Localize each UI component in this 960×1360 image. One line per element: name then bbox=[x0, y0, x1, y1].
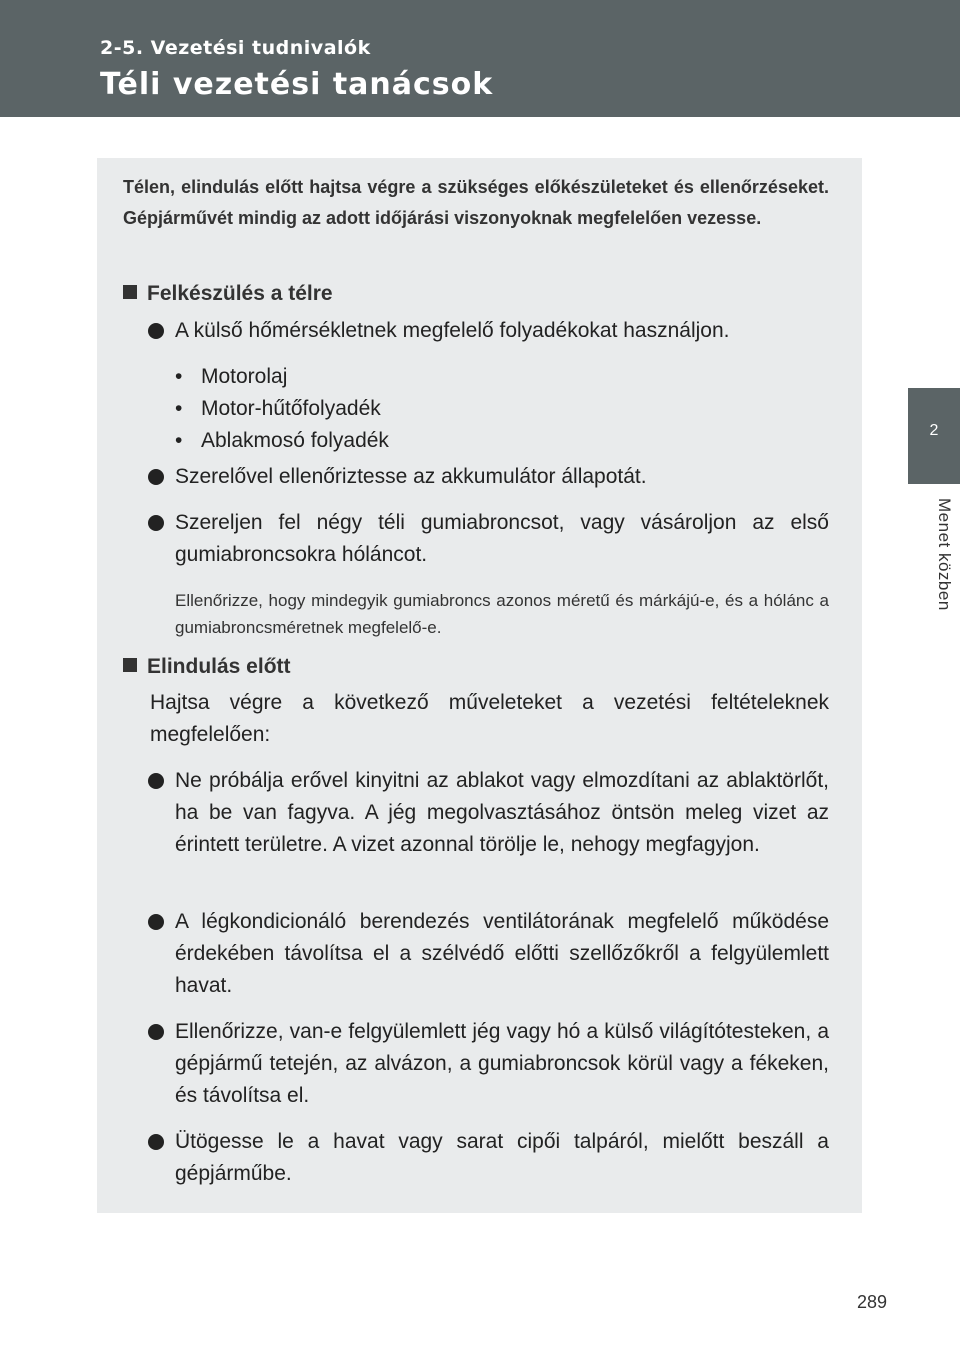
bullet-text: Ellenőrizze, van-e felgyülemlett jég vagy hó a külső világítótesteken, a gépjármű tetején, az alvázon, a gumiabroncsok körül vagy a fékeken, és távolítsa el. bbox=[175, 1020, 829, 1107]
bullet-item bbox=[148, 315, 829, 347]
fluid-item bbox=[175, 393, 381, 425]
fluid-text: Ablakmosó folyadék bbox=[201, 429, 389, 452]
square-bullet-icon bbox=[123, 285, 137, 299]
chapter-tab-label: Menet közben bbox=[935, 498, 954, 611]
chapter-tab bbox=[908, 388, 960, 484]
bullet-dot-icon bbox=[148, 469, 164, 485]
bullet-dot-icon bbox=[148, 914, 164, 930]
bullet-text: Szereljen fel négy téli gumiabroncsot, vagy vásároljon az első gumiabroncsokra hóláncot. bbox=[175, 511, 829, 566]
fluid-item bbox=[175, 361, 287, 393]
bullet-text: A légkondicionáló berendezés ventilátorának megfelelő működése érdekében távolítsa el a szélvédő előtti szellőzőkről a felgyülemlett havat. bbox=[175, 910, 829, 997]
bullet-text: Ne próbálja erővel kinyitni az ablakot vagy elmozdítani az ablaktörlőt, ha be van fagyva. A jég megolvasztásához öntsön meleg vizet az érintett területre. A vizet azonnal törölje le, nehogy megfagyjon. bbox=[175, 769, 829, 856]
bullet-dot-icon bbox=[148, 323, 164, 339]
bullet-item bbox=[148, 461, 829, 493]
bullet-dot-icon bbox=[148, 515, 164, 531]
square-bullet-icon bbox=[123, 658, 137, 672]
bullet-item bbox=[148, 765, 829, 861]
bullet-item bbox=[148, 906, 829, 1002]
section-heading-text: Felkészülés a télre bbox=[147, 282, 333, 305]
section-heading-before-start bbox=[123, 655, 291, 679]
bullet-dot-icon bbox=[148, 1134, 164, 1150]
bullet-item bbox=[148, 1016, 829, 1112]
bullet-item bbox=[148, 1126, 829, 1190]
fluid-item bbox=[175, 425, 389, 457]
tire-note: Ellenőrizze, hogy mindegyik gumiabroncs azonos méretű és márkájú-e, és a hólánc a gumiabroncsméretnek megfelelő-e. bbox=[175, 591, 829, 637]
chapter-tab-number: 2 bbox=[929, 422, 939, 439]
bullet-text: Ütögesse le a havat vagy sarat cipői talpáról, mielőtt beszáll a gépjárműbe. bbox=[175, 1130, 829, 1185]
section-heading-text: Elindulás előtt bbox=[147, 655, 291, 678]
page-title: Téli vezetési tanácsok bbox=[100, 67, 494, 102]
page-number: 289 bbox=[857, 1292, 888, 1312]
dot-marker-icon: • bbox=[175, 429, 183, 452]
dot-marker-icon: • bbox=[175, 365, 183, 388]
bullet-dot-icon bbox=[148, 773, 164, 789]
fluid-text: Motorolaj bbox=[201, 365, 288, 388]
bullet-dot-icon bbox=[148, 1024, 164, 1040]
intro-paragraph: Télen, elindulás előtt hajtsa végre a szükséges előkészületeket és ellenőrzéseket. Gépjárművét mindig az adott időjárási viszonyoknak megfelelően vezesse. bbox=[123, 177, 829, 228]
section-heading-preparation bbox=[123, 282, 333, 306]
section-text: Hajtsa végre a következő műveleteket a vezetési feltételeknek megfelelően: bbox=[150, 691, 829, 746]
fluid-text: Motor-hűtőfolyadék bbox=[201, 397, 381, 420]
dot-marker-icon: • bbox=[175, 397, 183, 420]
bullet-text: A külső hőmérsékletnek megfelelő folyadékokat használjon. bbox=[175, 319, 730, 342]
section-label: 2-5. Vezetési tudnivalók bbox=[100, 37, 371, 59]
bullet-text: Szerelővel ellenőriztesse az akkumulátor állapotát. bbox=[175, 465, 647, 488]
chapter-header bbox=[0, 0, 960, 117]
bullet-item bbox=[148, 507, 829, 571]
